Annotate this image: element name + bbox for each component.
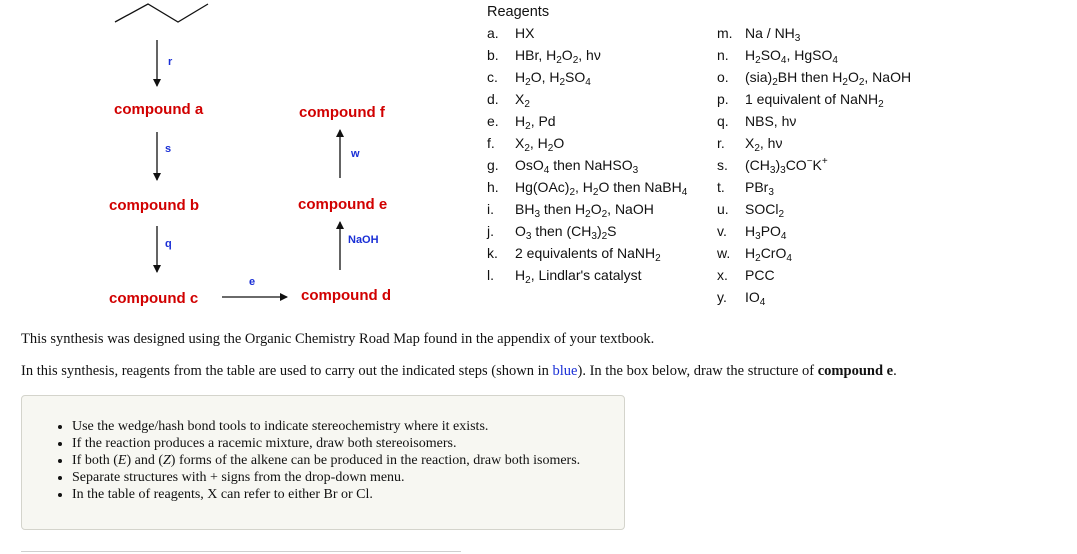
reagent-letter: j.: [487, 223, 494, 239]
compound-c-label: compound c: [109, 290, 199, 307]
task-text-a: In this synthesis, reagents from the table are used to carry out the indicated steps (shown in: [21, 363, 553, 379]
reagent-row: [717, 264, 911, 286]
reagent-text: $X_2$, hν: [745, 135, 783, 154]
reagent-row: [487, 66, 687, 88]
reagent-row: [717, 154, 911, 176]
intro-paragraph: This synthesis was designed using the Organic Chemistry Road Map found in the appendix of your textbook.: [21, 331, 655, 347]
reagent-letter: o.: [717, 69, 729, 85]
reagents-right-list: [717, 22, 911, 308]
compound-f-label: compound f: [299, 104, 385, 121]
compound-a-label: compound a: [114, 101, 204, 118]
step-e-label: e: [249, 276, 256, 288]
reagent-text: $H_2$, Lindlar's catalyst: [515, 267, 642, 286]
task-text-bold: compound e: [817, 363, 894, 379]
reagent-letter: x.: [717, 267, 728, 283]
reagent-text: 1 equivalent of NaNH$_2$: [745, 91, 884, 110]
instruction-item: • Use the wedge/hash bond tools to indicate stereochemistry where it exists.: [72, 418, 624, 435]
reagent-letter: t.: [717, 179, 725, 195]
reagent-text: $Hg(OAc)_2$, $H_2O$ then NaBH$_4$: [515, 179, 688, 198]
reagent-row: [717, 242, 911, 264]
reagent-letter: k.: [487, 245, 498, 261]
reagent-row: [717, 66, 911, 88]
reagent-row: [717, 44, 911, 66]
reagent-letter: u.: [717, 201, 729, 217]
reagent-row: [487, 242, 687, 264]
reaction-arrows: [0, 0, 470, 320]
task-text-blue: blue: [552, 363, 578, 379]
reagent-row: [487, 176, 687, 198]
reagent-letter: p.: [717, 91, 729, 107]
reagent-letter: b.: [487, 47, 499, 63]
reagent-row: [717, 110, 911, 132]
reagent-row: [487, 198, 687, 220]
step-w-label: w: [351, 148, 360, 160]
step-q-label: q: [165, 238, 172, 250]
reagent-row: [717, 286, 911, 308]
reagent-letter: h.: [487, 179, 499, 195]
divider: [21, 551, 461, 552]
reagent-letter: l.: [487, 267, 494, 283]
reagent-letter: c.: [487, 69, 498, 85]
reagent-text: $O_3$ then $(CH_3)_2S$: [515, 223, 617, 242]
reagent-row: [487, 22, 687, 44]
compound-d-label: compound d: [301, 287, 391, 304]
reagent-text: $X_2$, $H_2O$: [515, 135, 565, 154]
reagent-text: $BH_3$ then $H_2O_2$, NaOH: [515, 201, 654, 220]
step-r-label: r: [168, 56, 173, 68]
reagent-letter: d.: [487, 91, 499, 107]
instructions-box: [21, 395, 625, 530]
reagent-letter: n.: [717, 47, 729, 63]
reagent-letter: w.: [717, 245, 731, 261]
reagent-row: [487, 220, 687, 242]
reagent-row: [717, 176, 911, 198]
reagent-text: $H_3PO_4$: [745, 223, 787, 242]
instruction-item: • If both (E) and (Z) forms of the alkene can be produced in the reaction, draw both isomers.: [72, 452, 624, 469]
reagent-letter: r.: [717, 135, 725, 151]
reagent-text: PBr$_3$: [745, 179, 774, 198]
reagent-row: [717, 198, 911, 220]
reagent-row: [717, 132, 911, 154]
reagent-row: [487, 264, 687, 286]
reagent-text: Na / $NH_3$: [745, 25, 801, 44]
reagent-letter: m.: [717, 25, 733, 41]
reagent-row: [717, 88, 911, 110]
reagent-row: [487, 44, 687, 66]
instruction-item: • In the table of reagents, X can refer to either Br or Cl.: [72, 486, 624, 503]
instruction-item: • Separate structures with + signs from the drop-down menu.: [72, 469, 624, 486]
reagent-text: $(CH_3)_3CO^-K^+$: [745, 156, 828, 176]
reagent-row: [487, 88, 687, 110]
reagent-row: [487, 110, 687, 132]
reagent-letter: v.: [717, 223, 727, 239]
reagent-letter: q.: [717, 113, 729, 129]
reagent-text: $H_2SO_4$, HgSO$_4$: [745, 47, 838, 66]
reagent-row: [717, 220, 911, 242]
reagent-text: $H_2CrO_4$: [745, 245, 792, 264]
reagents-title: Reagents: [487, 4, 550, 20]
reagent-letter: e.: [487, 113, 499, 129]
reagent-letter: f.: [487, 135, 495, 151]
reagents-left-list: [487, 22, 687, 286]
task-text-c: .: [893, 363, 897, 379]
step-naoh-label: NaOH: [348, 234, 379, 246]
reagent-row: [717, 22, 911, 44]
reagent-letter: i.: [487, 201, 494, 217]
task-text-b: ). In the box below, draw the structure of: [577, 363, 818, 379]
reagent-text: OsO$_4$ then NaHSO$_3$: [515, 157, 639, 176]
reagent-letter: a.: [487, 25, 499, 41]
reagent-text: SOCl$_2$: [745, 201, 785, 220]
reagent-text: $X_2$: [515, 91, 530, 110]
reagent-letter: y.: [717, 289, 727, 305]
reagent-text: $H_2$, Pd: [515, 113, 556, 132]
reagent-text: PCC: [745, 267, 775, 283]
reagent-text: NBS, hν: [745, 113, 797, 129]
instruction-item: • If the reaction produces a racemic mixture, draw both stereoisomers.: [72, 435, 624, 452]
step-s-label: s: [165, 143, 172, 155]
reagent-row: [487, 132, 687, 154]
reagent-text: $(sia)_2BH$ then $H_2O_2$, NaOH: [745, 69, 912, 88]
reagent-text: $IO_4$: [745, 289, 766, 308]
reagent-letter: g.: [487, 157, 499, 173]
reagent-letter: s.: [717, 157, 728, 173]
reagent-text: HBr, $H_2O_2$, hν: [515, 47, 601, 66]
compound-e-label: compound e: [298, 196, 388, 213]
reagent-text: HX: [515, 25, 535, 41]
reagent-row: [487, 154, 687, 176]
reagent-text: $H_2O$, $H_2SO_4$: [515, 69, 591, 88]
compound-b-label: compound b: [109, 197, 199, 214]
reagent-text: 2 equivalents of NaNH$_2$: [515, 245, 661, 264]
task-paragraph: [21, 363, 897, 380]
